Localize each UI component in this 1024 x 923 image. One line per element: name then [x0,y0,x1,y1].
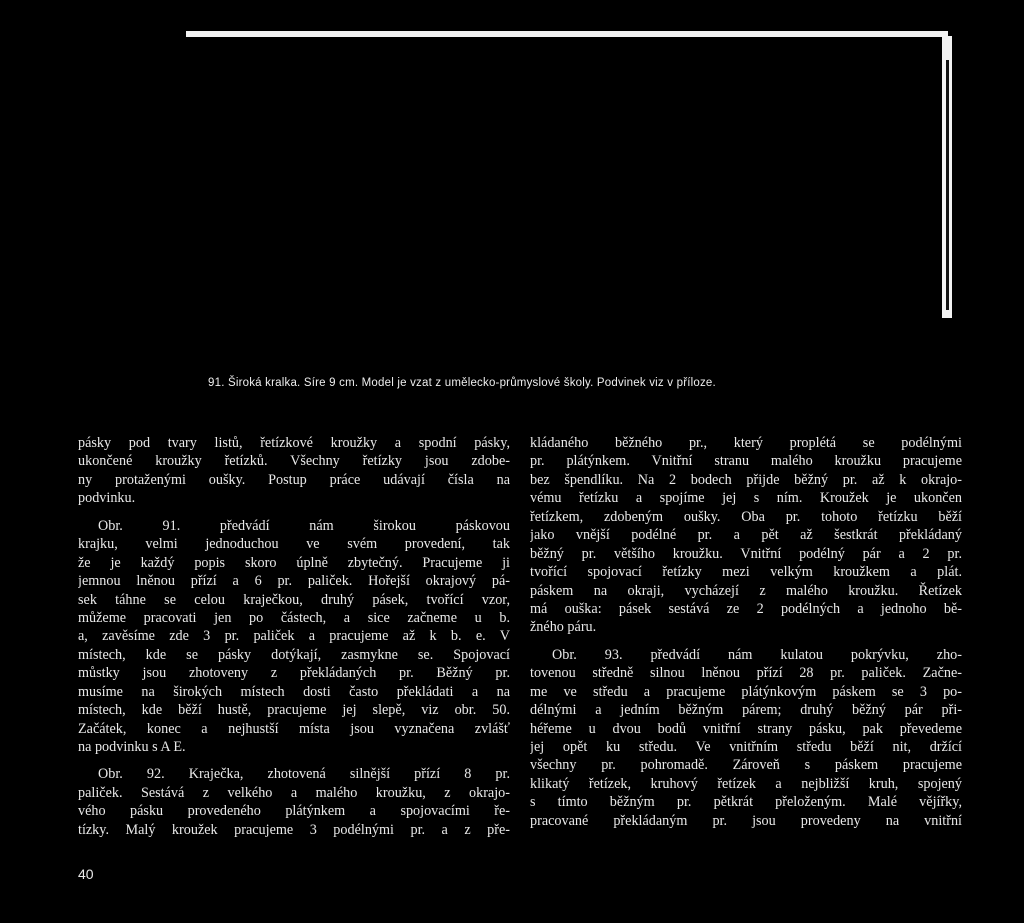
figure-caption: 91. Široká kralka. Síre 9 cm. Model je vzat z umělecko-průmyslové školy. Podvinek viz v příloze. [208,377,716,389]
text-line: ukončené kroužky řetízků. Všechny řetízky jsou zdobe- [78,453,510,470]
right-text-column [530,434,962,830]
text-line: má ouška: pásek sestává ze 2 podélných a jednoho bě- [530,600,962,617]
text-line: klikatý řetízek, kruhový řetízek a nejbližší kruh, spojený [530,775,962,792]
text-line: podvinku. [78,490,136,507]
text-line: s tímto běžným pr. pětkrát přeloženým. Malé vějířky, [530,794,962,811]
text-line: me ve středu a pracujeme plátýnkovým páskem se 3 po- [530,683,962,700]
text-line: Obr. 93. předvádí nám kulatou pokrývku, zho- [552,646,962,663]
text-line: paliček. Sestává z velkého a malého kroužku, z okrajo- [78,784,510,801]
text-line: musíme na širokých místech dosti často překládati a na [78,683,510,700]
figure-photo [0,0,1024,360]
text-line: pásky pod tvary listů, řetízkové kroužky a spodní pásky, [78,435,510,451]
page-number: 40 [78,866,94,882]
text-line: vému řetízku a spojíme jej s ním. Kroužek je ukončen [530,490,962,507]
left-text-column [78,434,510,839]
text-line: na podvinku s A E. [78,739,186,755]
text-line: ny protaženými oušky. Postup práce udávají čísla na [78,471,510,488]
text-line: můžeme pracovati jen po částech, a sice začneme u b. [78,609,510,626]
text-line: místech, kde běží hustě, pracujeme jej slepě, viz obr. 50. [78,702,510,719]
text-line: Obr. 92. Kraječka, zhotovená silnější přízí 8 pr. [98,766,510,783]
text-line: jemnou lněnou přízí a 6 pr. paliček. Hořejší okrajový pá- [78,573,510,590]
figure-right-edge-shadow [946,60,949,310]
text-line: krajku, velmi jednoduchou ve svém provedení, tak [78,536,510,553]
text-line: pr. plátýnkem. Vnitřní stranu malého kroužku pracujeme [530,453,962,470]
text-line: Začátek, konec a nejhustší místa jsou vyznačena zvlášť [78,720,510,737]
text-line: pracované překládaným pr. jsou provedeny na vnitřní [530,812,962,829]
text-line: jej opět ku středu. Ve vnitřním středu běží nit, držící [530,739,962,755]
text-line: bez špendlíku. Na 2 bodech přijde běžný pr. až k okrajo- [530,471,962,488]
text-line: a, zavěsíme zde 3 pr. paliček a pracujeme až k b. e. V [78,628,510,645]
text-line: tovenou středně silnou lněnou přízí 28 pr. paliček. Začne- [530,665,962,682]
text-line: tvořící spojovací řetízky mezi velkým kroužkem a plát. [530,564,962,581]
text-line: žného páru. [530,619,597,636]
text-line: jako vnější podélné pr. a pět až šestkrát překládaný [530,527,962,544]
text-line: místech, kde se pásky dotýkají, zasmykne se. Spojovací [78,646,510,663]
text-line: héřeme u dvou bodů vnitřní strany pásku, pak převedeme [530,720,962,737]
text-line: vého pásku provedeného plátýnkem a spojovacími ře- [78,803,510,820]
text-line: Obr. 91. předvádí nám širokou páskovou [98,517,510,534]
text-line: sek táhne se celou kraječkou, druhý pásek, tvořící vzor, [78,591,510,608]
text-line: páskem na okraji, vycházejí z malého kroužku. Řetízek [530,582,962,599]
text-line: řetízkem, zdobeným oušky. Oba pr. tohoto řetízku běží [530,508,962,525]
text-line: běžný pr. většího kroužku. Vnitřní podélný pár a 2 pr. [530,545,962,562]
text-line: všechny pr. pohromadě. Zároveň s páskem pracujeme [530,757,962,774]
text-line: tízky. Malý kroužek pracujeme 3 podélnými pr. a z pře- [78,821,510,838]
figure-top-edge [186,31,948,37]
text-line: můstky jsou zhotoveny z překládaných pr. Běžný pr. [78,665,510,682]
text-line: že je každý popis skoro úplně zbytečný. Pracujeme ji [78,554,510,571]
text-line: délnými a jedním běžným párem; druhý běžný pár při- [530,702,962,719]
text-line: kládaného běžného pr., který proplétá se podélnými [530,435,962,451]
